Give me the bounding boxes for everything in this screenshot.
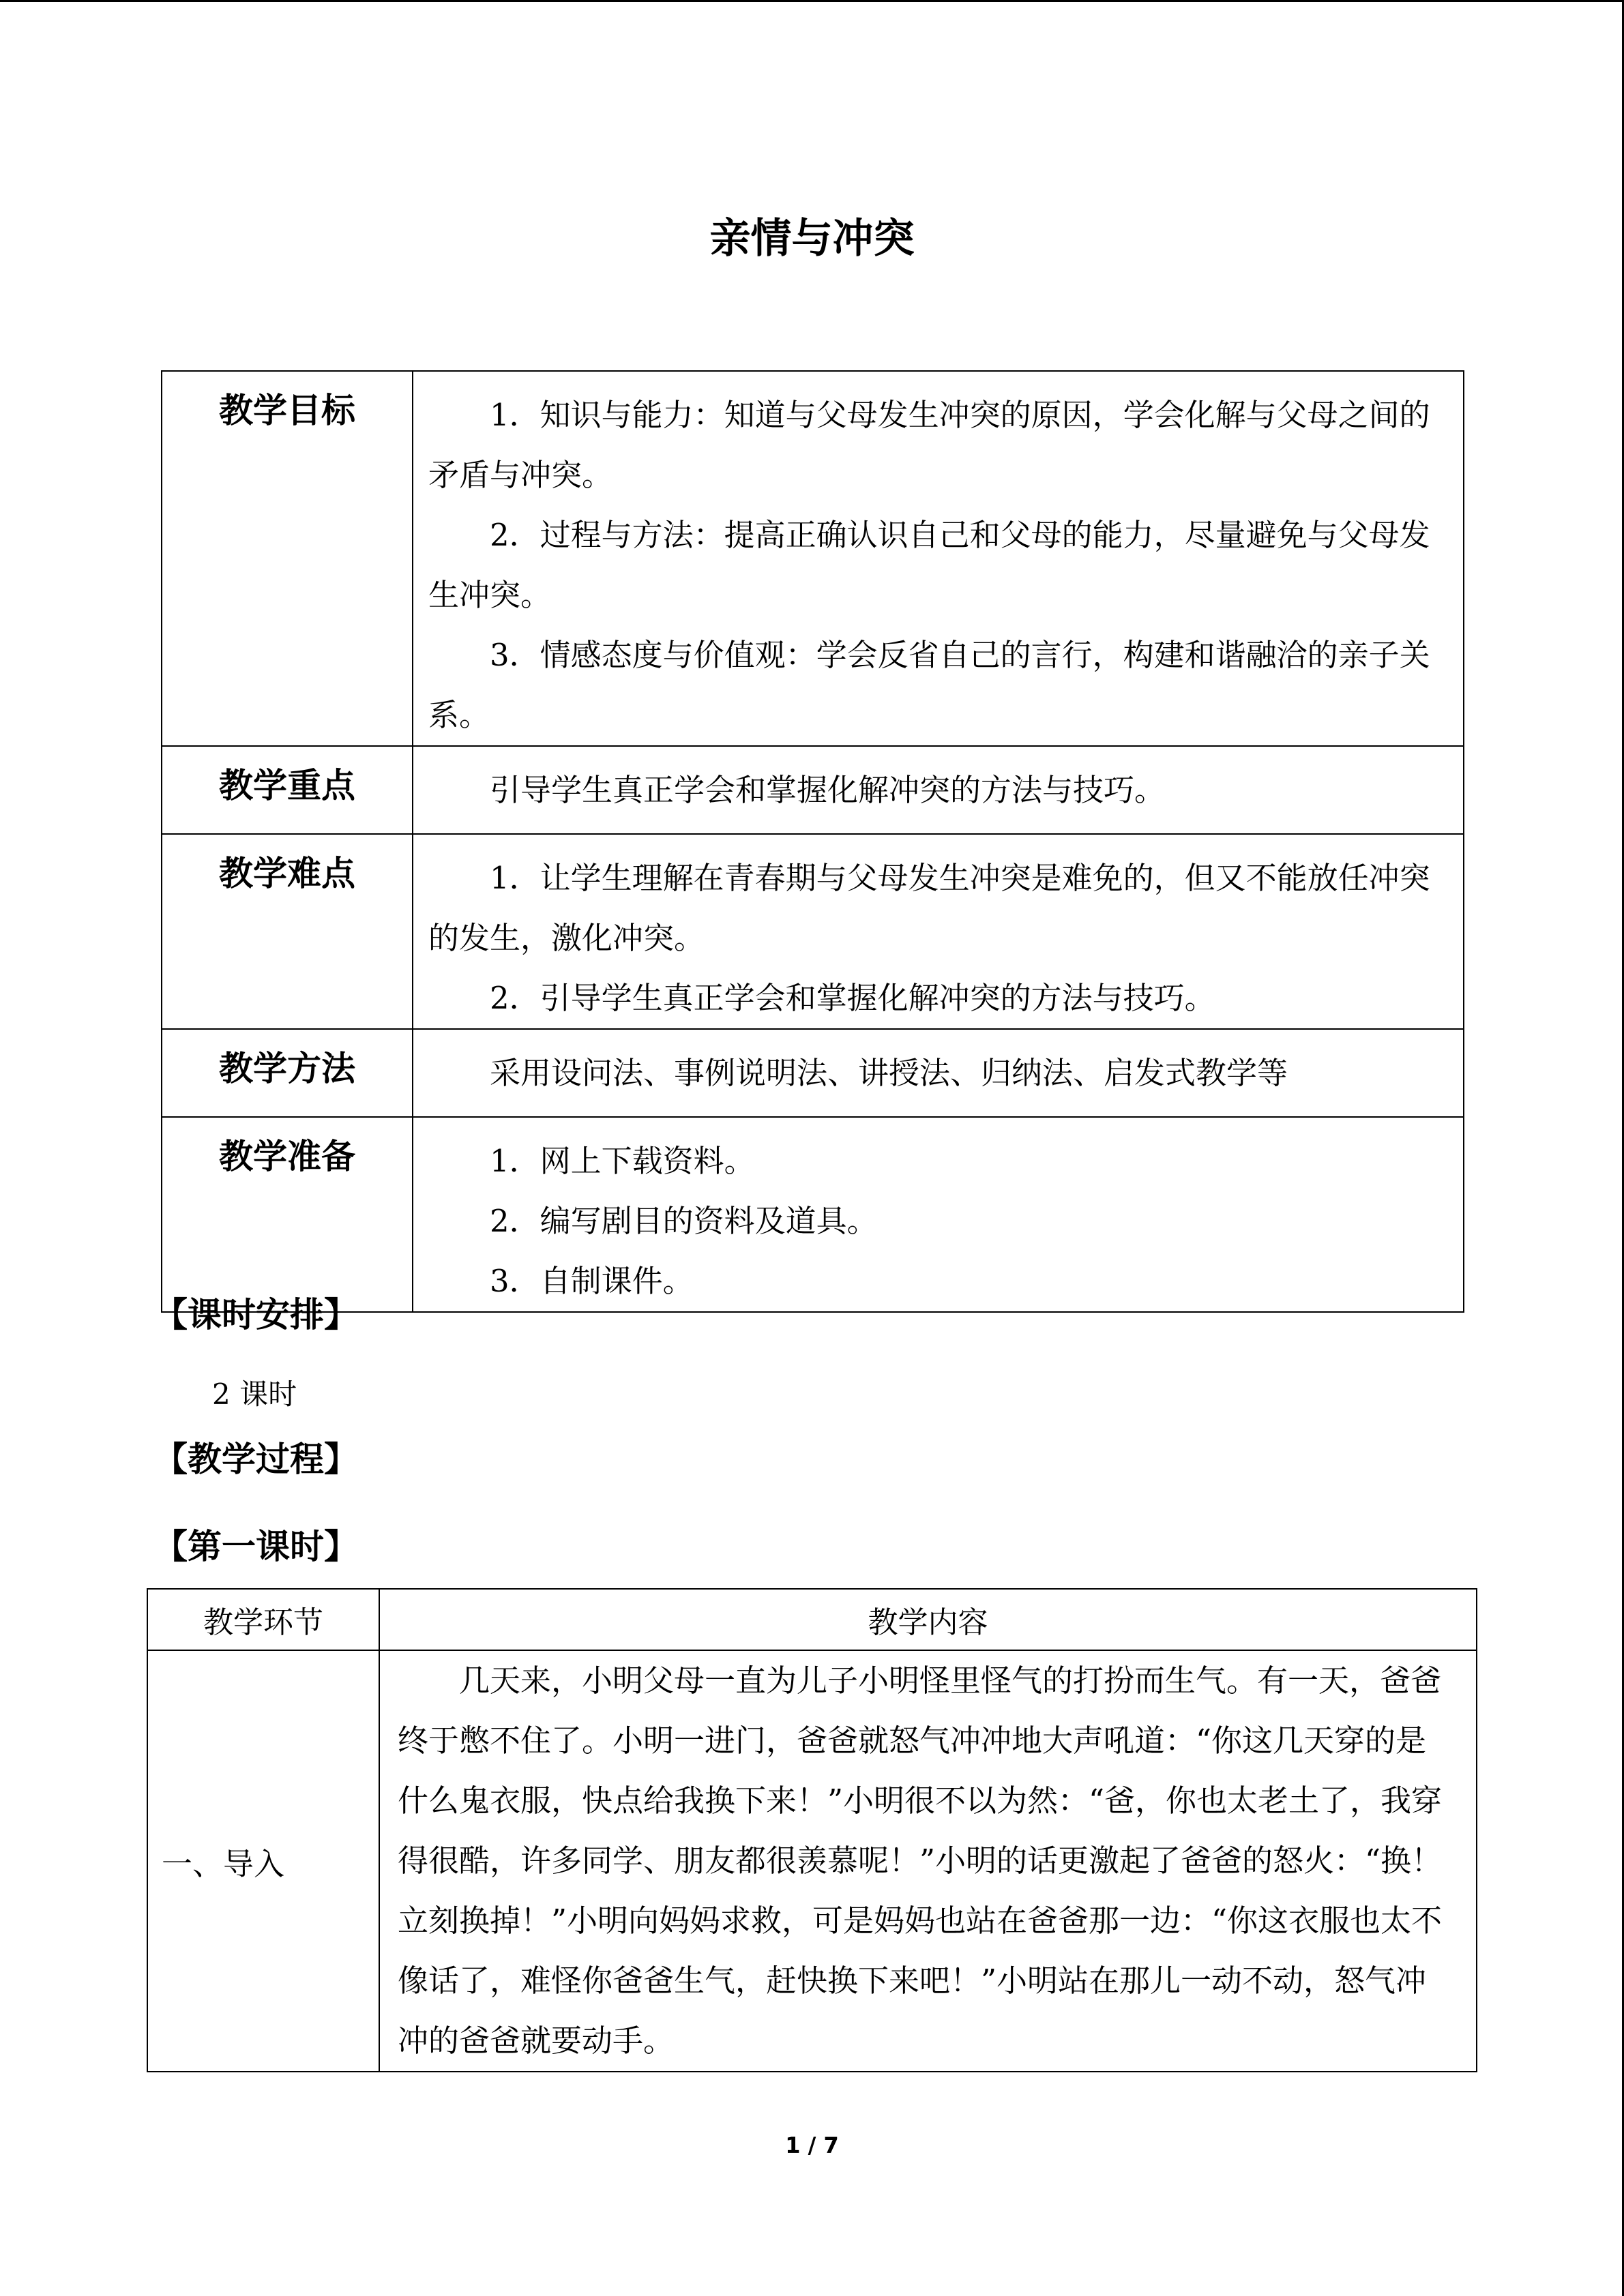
- content-methods: [413, 1029, 1464, 1117]
- goal-item: 1．知识与能力：知道与父母发生冲突的原因，学会化解与父母之间的矛盾与冲突。: [428, 397, 1430, 493]
- lesson-plan-table: [161, 370, 1464, 1313]
- key-point-item: 引导学生真正学会和掌握化解冲突的方法与技巧。: [490, 772, 1166, 808]
- intro-story: 几天来，小明父母一直为儿子小明怪里怪气的打扮而生气。有一天，爸爸终于憋不住了。小明一进门，爸爸就怒气冲冲地大声吼道：“你这几天穿的是什么鬼衣服，快点给我换下来！”小明很不以为然：“爸，你也太老土了，我穿得很酷，许多同学、朋友都很羡慕呢！”小明的话更激起了爸爸的怒火：“换！立刻换掉！”小明向妈妈求救，可是妈妈也站在爸爸那一边：“你这衣服也太不像话了，难怪你爸爸生气，赶快换下来吧！”小明站在那儿一动不动，怒气冲冲的爸爸就要动手。: [398, 1663, 1443, 2059]
- content-preparation: [413, 1117, 1464, 1312]
- row-difficulties: [162, 834, 1464, 1029]
- label-preparation: 教学准备: [162, 1117, 413, 1312]
- content-difficulties: [413, 834, 1464, 1029]
- table-row: [147, 1650, 1477, 2072]
- lesson-table-header: [147, 1589, 1477, 1650]
- label-key-points: 教学重点: [162, 746, 413, 834]
- process-heading: 【教学过程】: [153, 1440, 358, 1479]
- content-goals: [413, 371, 1464, 746]
- row-goals: [162, 371, 1464, 746]
- page-number: 1 / 7: [785, 2132, 839, 2158]
- method-item: 采用设问法、事例说明法、讲授法、归纳法、启发式教学等: [490, 1055, 1288, 1091]
- lesson-process-table: [147, 1588, 1477, 2072]
- document-title: 亲情与冲突: [709, 215, 915, 263]
- first-lesson-heading: 【第一课时】: [153, 1527, 358, 1566]
- schedule-value: 2 课时: [212, 1377, 297, 1411]
- content-key-points: [413, 746, 1464, 834]
- row-methods: [162, 1029, 1464, 1117]
- label-methods: 教学方法: [162, 1029, 413, 1117]
- label-goals: 教学目标: [162, 371, 413, 746]
- preparation-item: 1．网上下载资料。: [490, 1143, 755, 1179]
- preparation-item: 2．编写剧目的资料及道具。: [490, 1203, 878, 1239]
- difficulty-item: 2．引导学生真正学会和掌握化解冲突的方法与技巧。: [490, 980, 1215, 1016]
- label-difficulties: 教学难点: [162, 834, 413, 1029]
- stage-intro: 一、导入: [147, 1650, 379, 2072]
- row-preparation: [162, 1117, 1464, 1312]
- difficulty-item: 1．让学生理解在青春期与父母发生冲突是难免的，但又不能放任冲突的发生，激化冲突。: [428, 860, 1430, 956]
- goal-item: 3．情感态度与价值观：学会反省自己的言行，构建和谐融洽的亲子关系。: [428, 637, 1430, 733]
- row-key-points: [162, 746, 1464, 834]
- intro-content: [379, 1650, 1477, 2072]
- preparation-item: 3．自制课件。: [490, 1263, 694, 1299]
- page-border-top: [0, 0, 1624, 2]
- goal-item: 2．过程与方法：提高正确认识自己和父母的能力，尽量避免与父母发生冲突。: [428, 517, 1430, 613]
- schedule-heading: 【课时安排】: [153, 1295, 358, 1335]
- header-stage: 教学环节: [147, 1589, 379, 1650]
- header-content: 教学内容: [379, 1589, 1477, 1650]
